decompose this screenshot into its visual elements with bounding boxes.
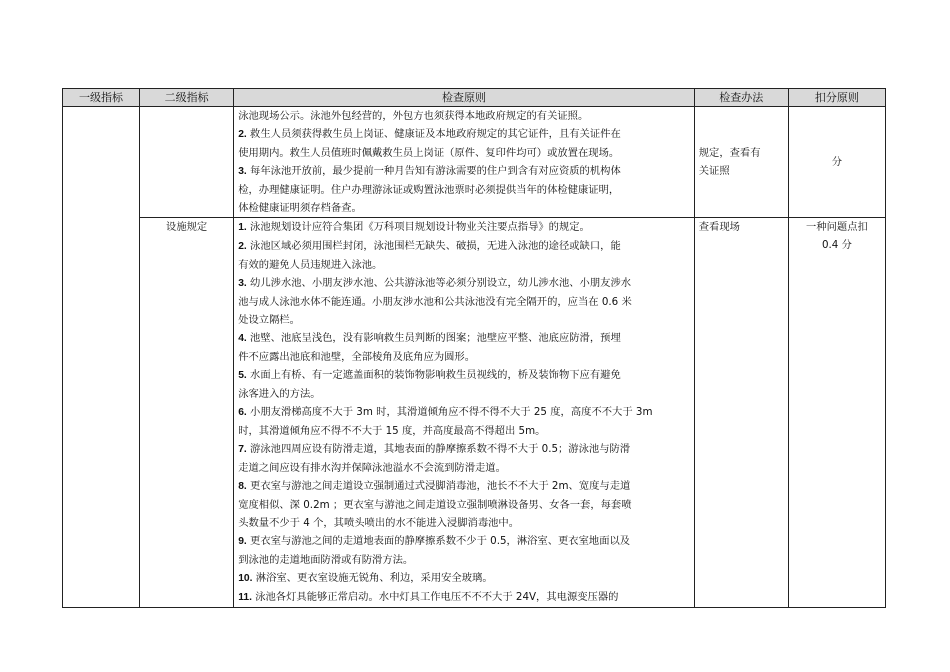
- method-text: [695, 144, 788, 180]
- principle-line: [238, 385, 690, 403]
- principle-line: [238, 199, 690, 217]
- principle-cell: [234, 218, 695, 608]
- principle-line: [238, 107, 690, 125]
- principle-line: [238, 218, 690, 237]
- header-inspection-principle: 检查原则: [234, 89, 695, 107]
- item-number: 11.: [238, 592, 252, 603]
- item-number: 2.: [238, 129, 247, 140]
- table-row: [63, 107, 886, 218]
- line-text: 小朋友滑梯高度不大于 3m 时，其滑道倾角应不得不得不大于 25 度，高度不不大于 3m: [246, 406, 653, 418]
- score-cell: [788, 218, 885, 608]
- principle-cell: [234, 107, 695, 218]
- line-text: 水面上有桥、有一定遮盖面积的装饰物影响救生员视线的，桥及装饰物下应有避免: [246, 369, 621, 381]
- principle-line: [238, 551, 690, 569]
- principle-line: [238, 532, 690, 551]
- score-text: 分: [831, 156, 843, 168]
- principle-line: [238, 329, 690, 348]
- item-number: 2.: [238, 241, 247, 252]
- principle-line: [238, 477, 690, 496]
- text-line: 关证照: [698, 165, 730, 177]
- item-number: 7.: [238, 444, 247, 455]
- line-text: 时，其滑道倾角应不得不不大于 15 度，并高度最高不得超出 5m。: [238, 425, 546, 437]
- text-line: 一种问题点扣: [806, 221, 868, 233]
- principle-line: [238, 422, 690, 440]
- item-number: 4.: [238, 333, 247, 344]
- principle-line: [238, 144, 690, 162]
- line-text: 泳客进入的方法。: [238, 388, 321, 400]
- principle-line: [238, 403, 690, 422]
- principle-line: [238, 514, 690, 532]
- method-text: 查看现场: [698, 221, 740, 233]
- principle-line: [238, 274, 690, 293]
- line-text: 检，办理健康证明。住户办理游泳证或购置泳池票时必须提供当年的体检健康证明，: [238, 184, 620, 196]
- principle-line: [238, 256, 690, 274]
- line-text: 更衣室与游池之间走道设立强制通过式浸脚消毒池，池长不不大于 2m、宽度与走道: [246, 480, 631, 492]
- line-text: 池壁、池底呈浅色，没有影响救生员判断的图案；池壁应平整、池底应防滑，预埋: [246, 332, 621, 344]
- principle-line: [238, 293, 690, 311]
- line-text: 幼儿涉水池、小朋友涉水池、公共游泳池等必须分别设立，幼儿涉水池、小朋友涉水: [246, 277, 632, 289]
- principle-line: [238, 366, 690, 385]
- text-line: 0.4 分: [821, 239, 852, 251]
- line-text: 泳池现场公示。泳池外包经营的，外包方也须获得本地政府规定的有关证照。: [238, 110, 589, 122]
- item-number: 3.: [238, 166, 247, 177]
- line-text: 体检健康证明须存档备查。: [238, 202, 362, 214]
- principle-text: [234, 107, 694, 217]
- text-line: 规定，查看有: [698, 147, 761, 159]
- item-number: 10.: [238, 573, 253, 584]
- item-number: 3.: [238, 278, 247, 289]
- line-text: 到泳池的走道地面防滑或有防滑方法。: [238, 554, 414, 566]
- header-level1-indicator: 一级指标: [63, 89, 140, 107]
- principle-line: [238, 162, 690, 181]
- method-cell: [694, 218, 788, 608]
- header-level2-indicator: 二级指标: [140, 89, 234, 107]
- item-number: 5.: [238, 370, 247, 381]
- line-text: 救生人员须获得救生员上岗证、健康证及本地政府规定的其它证件，且有关证件在: [246, 128, 621, 140]
- header-inspection-method: 检查办法: [694, 89, 788, 107]
- line-text: 泳池规划设计应符合集团《万科项目规划设计物业关注要点指导》的规定。: [246, 221, 590, 233]
- item-number: 6.: [238, 407, 247, 418]
- line-text: 走道之间应设有排水沟并保障泳池溢水不会流到防滑走道。: [238, 462, 506, 474]
- principle-line: [238, 237, 690, 256]
- table-header-row: [63, 89, 886, 107]
- level2-cell: [140, 218, 234, 608]
- line-text: 游泳池四周应设有防滑走道，其地表面的静摩擦系数不得不大于 0.5；游泳池与防滑: [246, 443, 631, 455]
- principle-line: [238, 181, 690, 199]
- score-cell: [788, 107, 885, 218]
- principle-line: [238, 311, 690, 329]
- principle-line: [238, 348, 690, 366]
- principle-text: [234, 218, 694, 607]
- item-number: 9.: [238, 536, 247, 547]
- line-text: 处设立隔栏。: [238, 314, 300, 326]
- line-text: 有效的避免人员违规进入泳池。: [238, 259, 383, 271]
- line-text: 泳池各灯具能够正常启动。水中灯具工作电压不不不大于 24V，其电源变压器的: [251, 591, 619, 603]
- line-text: 使用期内。救生人员值班时佩戴救生员上岗证（原件、复印件均可）或放置在现场。: [238, 147, 620, 159]
- table-row: [63, 218, 886, 608]
- line-text: 头数量不少于 4 个，其喷头喷出的水不能进入浸脚消毒池中。: [238, 517, 520, 529]
- principle-line: [238, 496, 690, 514]
- line-text: 泳池区域必须用围栏封闭，泳池围栏无缺失、破损，无进入泳池的途径或缺口，能: [246, 240, 621, 252]
- level2-cell: [140, 107, 234, 218]
- line-text: 淋浴室、更衣室设施无锐角、利边，采用安全玻璃。: [252, 572, 493, 584]
- line-text: 更衣室与游池之间的走道地表面的静摩擦系数不少于 0.5，淋浴室、更衣室地面以及: [246, 535, 631, 547]
- item-number: 1.: [238, 222, 247, 233]
- line-text: 每年泳池开放前，最少提前一种月告知有游泳需要的住户到含有对应资质的机构体: [246, 165, 621, 177]
- sub-indicator-label: 设施规定: [166, 221, 208, 233]
- principle-line: [238, 588, 690, 607]
- line-text: 件不应露出池底和池壁，全部棱角及底角应为圆形。: [238, 351, 476, 363]
- line-text: 宽度相似、深 0.2m ；更衣室与游池之间走道设立强制喷淋设备男、女各一套，每套喷: [238, 499, 632, 511]
- principle-line: [238, 569, 690, 588]
- score-text: [789, 218, 885, 254]
- item-number: 8.: [238, 481, 247, 492]
- principle-line: [238, 125, 690, 144]
- inspection-table: [62, 88, 886, 608]
- principle-line: [238, 459, 690, 477]
- header-deduction-principle: 扣分原则: [788, 89, 885, 107]
- line-text: 池与成人泳池水体不能连通。小朋友涉水池和公共泳池没有完全隔开的，应当在 0.6 米: [238, 296, 632, 308]
- principle-line: [238, 440, 690, 459]
- level1-cell: [63, 107, 140, 608]
- method-cell: [694, 107, 788, 218]
